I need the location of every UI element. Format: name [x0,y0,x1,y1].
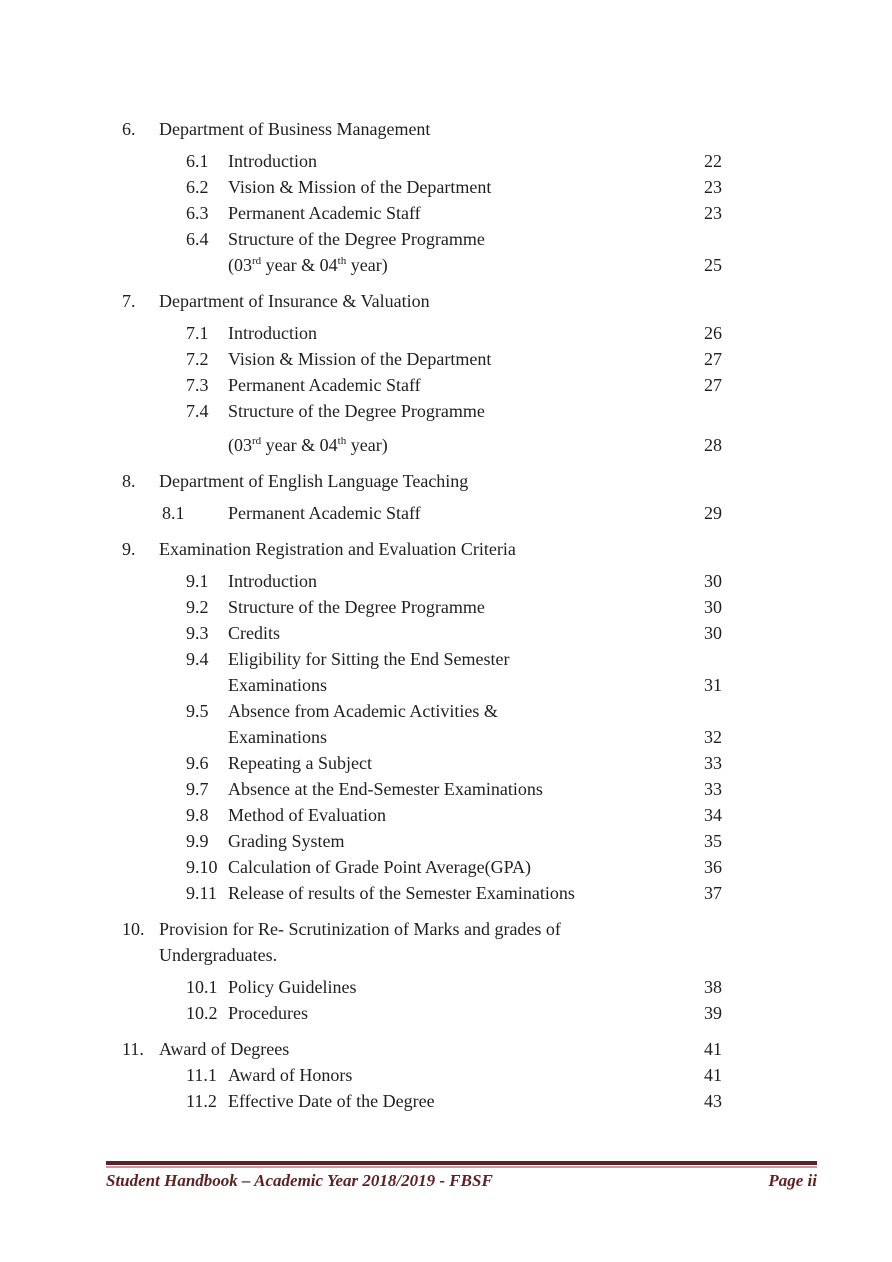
toc-entry [186,646,722,672]
entry-number: 9.1 [186,571,209,591]
toc-entry [186,802,722,828]
toc-entry [186,750,722,776]
entry-number: 8.1 [162,503,185,523]
entry-title: Structure of the Degree Programme [228,401,485,421]
toc-entry [186,828,722,854]
section-number: 8. [122,471,136,491]
toc-entry-continuation [186,724,722,750]
entry-title: Examinations [228,675,327,695]
toc-entry [186,346,722,372]
entry-title: Structure of the Degree Programme [228,229,485,249]
toc-section [122,468,722,526]
entry-page-number: 32 [704,727,722,747]
page-footer [106,1161,817,1192]
entry-page-number: 30 [704,623,722,643]
entry-title: Effective Date of the Degree [228,1091,435,1111]
entry-number: 9.7 [186,779,209,799]
toc-section [122,536,722,906]
footer-text-row [106,1170,817,1192]
section-heading [122,1036,722,1062]
entry-text: year & 04 [261,255,338,275]
entry-page-number: 23 [704,203,722,223]
entry-text: year & 04 [261,435,338,455]
entry-title: Permanent Academic Staff [228,203,421,223]
entry-title: Introduction [228,571,317,591]
toc-entry [186,776,722,802]
entry-page-number: 33 [704,753,722,773]
entry-title [228,432,688,458]
entry-text: year) [346,435,388,455]
toc-entry [186,620,722,646]
entry-number: 9.10 [186,857,218,877]
superscript-text: rd [252,435,262,447]
entry-page-number: 28 [704,435,722,455]
section-page-number: 41 [704,1039,722,1059]
entry-number: 9.11 [186,883,217,903]
toc-entry [186,974,722,1000]
entry-title: Permanent Academic Staff [228,375,421,395]
entry-page-number: 43 [704,1091,722,1111]
entry-number: 10.2 [186,1003,218,1023]
entry-title: Release of results of the Semester Examinations [228,883,575,903]
entry-number: 9.9 [186,831,209,851]
entry-page-number: 22 [704,151,722,171]
toc-entry [186,1000,722,1026]
entry-number: 9.6 [186,753,209,773]
entry-page-number: 36 [704,857,722,877]
section-heading [122,468,722,494]
entry-page-number: 30 [704,597,722,617]
superscript-text: rd [252,255,262,267]
toc-entry-continuation [186,432,722,458]
entry-page-number: 41 [704,1065,722,1085]
entry-page-number: 33 [704,779,722,799]
entry-title [228,252,688,278]
section-entries [122,148,722,278]
entry-page-number: 27 [704,375,722,395]
superscript-text: th [337,255,347,267]
entry-number: 9.8 [186,805,209,825]
entry-number: 11.2 [186,1091,217,1111]
entry-title: Vision & Mission of the Department [228,349,492,369]
entry-title: Credits [228,623,280,643]
entry-text: (03 [228,435,252,455]
section-heading [122,116,722,142]
section-entries [122,568,722,906]
entry-title: Structure of the Degree Programme [228,597,485,617]
toc-entry [186,398,722,424]
entry-number: 9.5 [186,701,209,721]
entry-number: 11.1 [186,1065,217,1085]
section-entries [122,1062,722,1114]
toc-entry [186,568,722,594]
toc-section [122,916,722,1026]
footer-page-number: Page ii [768,1171,817,1190]
toc-entry [186,174,722,200]
entry-number: 6.3 [186,203,209,223]
section-number: 11. [122,1039,144,1059]
entry-page-number: 38 [704,977,722,997]
section-entries [122,320,722,458]
entry-text: year) [346,255,388,275]
toc-entry-continuation [186,672,722,698]
section-title: Award of Degrees [159,1039,290,1059]
entry-title: Grading System [228,831,345,851]
section-title: Department of Insurance & Valuation [159,291,430,311]
section-heading [122,536,722,562]
entry-page-number: 35 [704,831,722,851]
entry-page-number: 37 [704,883,722,903]
entry-title: Procedures [228,1003,308,1023]
entry-number: 9.3 [186,623,209,643]
section-entries [122,500,722,526]
entry-number: 7.3 [186,375,209,395]
entry-number: 6.2 [186,177,209,197]
toc-entry [186,320,722,346]
toc-section [122,116,722,278]
toc-entry [186,1062,722,1088]
entry-title: Eligibility for Sitting the End Semester [228,649,510,669]
toc-entry-continuation [186,252,722,278]
entry-text: (03 [228,255,252,275]
toc-section [122,1036,722,1114]
toc-entry [186,594,722,620]
toc-entry [186,880,722,906]
entry-number: 9.4 [186,649,209,669]
section-number: 10. [122,919,145,939]
footer-rule [106,1161,817,1168]
entry-title: Policy Guidelines [228,977,357,997]
entry-number: 6.1 [186,151,209,171]
entry-page-number: 31 [704,675,722,695]
toc-entry [186,1088,722,1114]
toc-section [122,288,722,458]
entry-title: Repeating a Subject [228,753,372,773]
toc-entry [186,148,722,174]
entry-title: Absence at the End-Semester Examinations [228,779,543,799]
entry-title: Examinations [228,727,327,747]
superscript-text: th [337,435,347,447]
section-number: 9. [122,539,136,559]
entry-number: 7.1 [186,323,209,343]
footer-left: Student Handbook – Academic Year 2018/2019 - FBSF [106,1171,493,1190]
toc-entry [186,226,722,252]
toc-entry [186,854,722,880]
section-title: Examination Registration and Evaluation Criteria [159,539,516,559]
entry-number: 7.2 [186,349,209,369]
entry-title: Introduction [228,151,317,171]
section-title: Provision for Re- Scrutinization of Marks and grades of Undergraduates. [159,919,561,965]
section-heading [122,916,722,968]
entry-page-number: 39 [704,1003,722,1023]
entry-page-number: 30 [704,571,722,591]
entry-number: 9.2 [186,597,209,617]
entry-page-number: 25 [704,255,722,275]
section-entries [122,974,722,1026]
entry-page-number: 29 [704,503,722,523]
toc-entry [186,372,722,398]
entry-page-number: 23 [704,177,722,197]
toc [122,116,722,1124]
entry-title: Method of Evaluation [228,805,386,825]
entry-number: 10.1 [186,977,218,997]
entry-title: Award of Honors [228,1065,353,1085]
section-heading [122,288,722,314]
section-number: 7. [122,291,136,311]
section-title: Department of Business Management [159,119,431,139]
entry-title: Absence from Academic Activities & [228,701,498,721]
toc-entry [186,698,722,724]
toc-entry [186,200,722,226]
entry-number: 7.4 [186,401,209,421]
toc-entry [162,500,722,526]
entry-title: Permanent Academic Staff [228,503,421,523]
section-title: Department of English Language Teaching [159,471,469,491]
entry-page-number: 34 [704,805,722,825]
entry-title: Vision & Mission of the Department [228,177,492,197]
entry-page-number: 27 [704,349,722,369]
section-number: 6. [122,119,136,139]
entry-page-number: 26 [704,323,722,343]
entry-title: Introduction [228,323,317,343]
entry-number: 6.4 [186,229,209,249]
entry-title: Calculation of Grade Point Average(GPA) [228,857,531,877]
